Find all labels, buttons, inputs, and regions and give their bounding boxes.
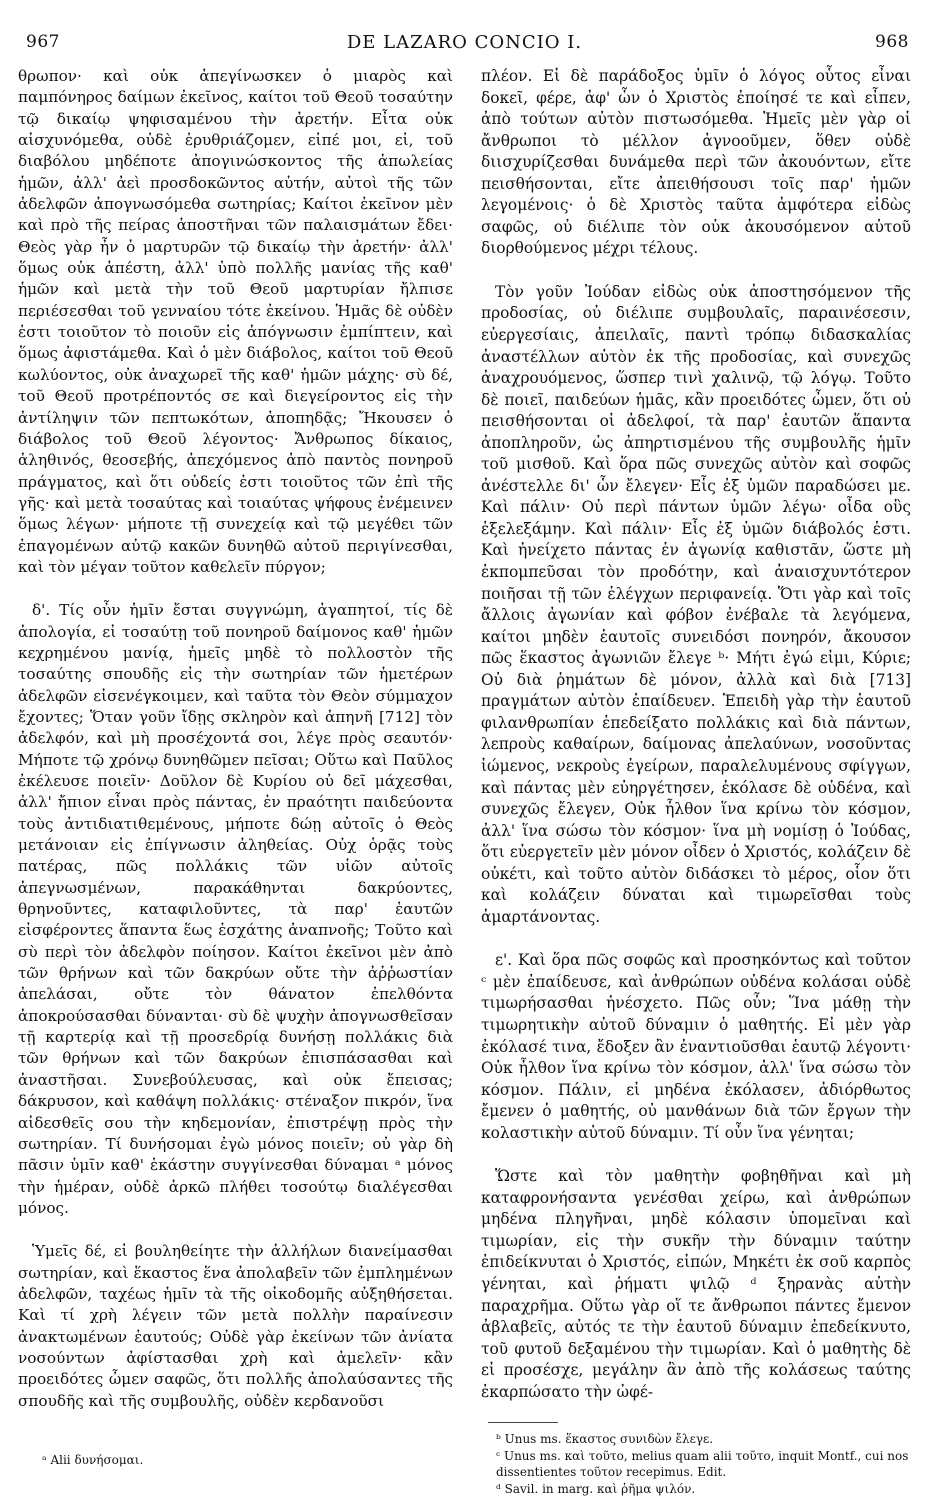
right-paragraph-1: πλέον. Εἰ δὲ παράδοξος ὑμῖν ὁ λόγος οὗτος εἶναι δοκεῖ, φέρε, ἀφ' ὧν ὁ Χριστὸς ἐποίησέ τε καὶ εἶπεν, ἀπὸ τούτων αὐτὸν πιστωσόμεθα. Ἡμεῖς μὲν γὰρ οἱ ἄνθρωποι τὸ μέλλον ἀγνοοῦμεν, ὅθεν οὐδὲ διισχυρίζεσθαι δυνάμεθα περὶ τῶν ἀκουόντων, εἴτε πεισθήσονται, εἴτε ἀπειθήσουσι τοῖς παρ' ἡμῶν λεγομένοις· ὁ δὲ Χριστὸς ταῦτα ἀμφότερα εἰδὼς σαφῶς, οὐ διέλιπε τὸν οὐκ ἀκουσόμενον αὐτοῦ διορθούμενος μέχρι τέλους. (481, 67, 911, 258)
left-paragraph-3: Ὑμεῖς δέ, εἰ βουληθείητε τὴν ἀλλήλων διανείμασθαι σωτηρίαν, καὶ ἕκαστος ἕνα ἀπολαβεῖν τῶν ἐμπλημένων ἀδελφῶν, ταχέως ἡμῖν τὰ τῆς οἰκοδομῆς αὐξηθήσεται. Καὶ τί χρὴ λέγειν τῶν μετὰ πολλὴν παραίνεσιν ἀνακτωμένων ἑαυτούς; Οὐδὲ γὰρ ἐκείνων τῶν ἀνίατα νοσούντων ἀφίστασθαι χρὴ καὶ ἀμελεῖν· κἂν προειδότες ὦμεν σαφῶς, ὅτι πολλῆς ἀπολαύσαντες τῆς σπουδῆς καὶ τῆς συμβουλῆς, οὐδὲν κερδανοῦσι (18, 1242, 453, 1410)
footnote-c: ᶜ Unus ms. καὶ τοῦτο, melius quam alii τοῦτο, inquit Montf., cui nos dissentientes τοῦτον recepimus. Edit. (496, 1448, 909, 1479)
left-paragraph-1: θρωπον· καὶ οὐκ ἀπεγίνωσκεν ὁ μιαρὸς καὶ παμπόνηρος δαίμων ἐκεῖνος, καίτοι τοῦ Θεοῦ τοσαύτην τῷ δικαίῳ ψηφισαμένου τὴν ἀρετήν. Εἶτα οὐκ αἰσχυνόμεθα, οὐδὲ ἐρυθριάζομεν, εἰπέ μοι, εἰ, τοῦ διαβόλου μηδέποτε ἀπογινώσκοντος τῆς ἀπωλείας ἡμῶν, ἀλλ' ἀεὶ προσδοκῶντος αὐτήν, αὐτοὶ τῆς τῶν ἀδελφῶν ἀπογνωσόμεθα σωτηρίας; Καίτοι ἐκεῖνον μὲν καὶ πρὸ τῆς πείρας ἀποστῆναι τῶν παλαισμάτων ἔδει· Θεὸς γὰρ ἦν ὁ μαρτυρῶν τῷ δικαίῳ τὴν ἀρετήν· ἀλλ' ὅμως οὐκ ἀπέστη, ἀλλ' ὑπὸ πολλῆς μανίας τῆς καθ' ἡμῶν καὶ μετὰ τὴν τοῦ Θεοῦ μαρτυρίαν ἤλπισε περιέσεσθαι τοῦ γενναίου τότε ἐκείνου. Ἡμᾶς δὲ οὐδὲν ἐστι τοιοῦτον τὸ ποιοῦν εἰς ἀπόγνωσιν ἐμπίπτειν, καὶ ὅμως ἀφιστάμεθα. Καὶ ὁ μὲν διάβολος, καίτοι τοῦ Θεοῦ κωλύοντος, οὐκ ἀναχωρεῖ τῆς καθ' ἡμῶν μάχης· σὺ δέ, τοῦ Θεοῦ προτρέποντός σε καὶ διεγείροντος εἰς τὴν ἀντίληψιν τῶν πεπτωκότων, ἀποπηδᾷς; Ἤκουσεν ὁ διάβολος τοῦ Θεοῦ λέγοντος· Ἄνθρωπος δίκαιος, ἀληθινός, θεοσεβής, ἀπεχόμενος ἀπὸ παντὸς πονηροῦ πράγματος, καὶ ὅτι οὐδείς ἐστι τοιοῦτος τῶν ἐπὶ τῆς γῆς· καὶ μετὰ τοσαύτας καὶ τοιαύτας ψήφους ἐνέμεινεν ὅμως λέγων· μήποτε τῇ συνεχείᾳ καὶ τῷ μεγέθει τῶν ἐπαγομένων αὐτῷ κακῶν δυνηθῶ αὐτοῦ περιγίνεσθαι, καὶ τὸν μέγαν τοῦτον καθελεῖν πύργον; (18, 67, 453, 576)
right-column (481, 66, 911, 1403)
right-paragraph-4: Ὥστε καὶ τὸν μαθητὴν φοβηθῆναι καὶ μὴ καταφρονήσαντα γενέσθαι χείρω, καὶ ἀνθρώπων μηδένα πληγῆναι, μηδὲ κόλασιν ὑπομεῖναι καὶ τιμωρίαν, εἰς τὴν συκῆν τὴν δύναμιν ταύτην ἐπιδείκνυται ὁ Χριστός, εἰπών, Μηκέτι ἐκ σοῦ καρπὸς γένηται, καὶ ῥήματι ψιλῷ ᵈ ξηρανὰς αὐτὴν παραχρῆμα. Οὕτω γὰρ οἵ τε ἄνθρωποι πάντες ἔμενον ἀβλαβεῖς, αὐτός τε τὴν ἑαυτοῦ δύναμιν ἐπεδείκνυτο, τοῦ φυτοῦ δεξαμένου τὴν τιμωρίαν. Καὶ ὁ μαθητὴς δὲ εἰ προσέσχε, μεγάλην ἂν ἀπὸ τῆς κολάσεως ταύτης ἐκαρπώσατο τὴν ὠφέ- (481, 1167, 911, 1401)
footnote-b: ᵇ Unus ms. ἕκαστος συνιδὼν ἔλεγε. (496, 1432, 714, 1446)
right-paragraph-3: ε'. Καὶ ὅρα πῶς σοφῶς καὶ προσηκόντως καὶ τοῦτον ᶜ μὲν ἐπαίδευσε, καὶ ἀνθρώπων οὐδένα κολάσαι οὐδὲ τιμωρήσασθαι ἠνέσχετο. Πῶς οὖν; Ἵνα μάθῃ τὴν τιμωρητικὴν αὐτοῦ δύναμιν ὁ μαθητής. Εἰ μὲν γὰρ ἐκόλασέ τινα, ἔδοξεν ἂν ἐναντιοῦσθαι ἑαυτῷ λέγοντι· Οὐκ ἦλθον ἵνα κρίνω τὸν κόσμον, ἀλλ' ἵνα σώσω τὸν κόσμον. Πάλιν, εἰ μηδένα ἐκόλασεν, ἀδιόρθωτος ἔμενεν ὁ μαθητής, οὐ μανθάνων διὰ τῶν ἔργων τὴν κολαστικὴν αὐτοῦ δύναμιν. Τί οὖν ἵνα γένηται; (481, 951, 911, 1142)
left-column (18, 66, 453, 1412)
running-title: DE LAZARO CONCIO I. (346, 32, 583, 53)
page-number-left: 967 (26, 32, 60, 52)
page-header (0, 0, 929, 60)
footnotes-right (496, 1431, 916, 1497)
footnote-divider (488, 1422, 558, 1423)
footnote-a: ᵃ Alii δυνήσομαι. (42, 1453, 144, 1467)
footnote-d: ᵈ Savil. in marg. καὶ ῥῆμα ψιλόν. (496, 1481, 696, 1496)
left-paragraph-2: δ'. Τίς οὖν ἡμῖν ἔσται συγγνώμη, ἀγαπητοί, τίς δὲ ἀπολογία, εἰ τοσαύτῃ τοῦ πονηροῦ δαίμονος καθ' ἡμῶν κεχρημένου μανίᾳ, ἡμεῖς μηδὲ τὸ πολλοστὸν τῆς τοσαύτης σπουδῆς εἰς τὴν σωτηρίαν τῶν ἡμετέρων ἀδελφῶν εἰσενέγκοιμεν, καὶ ταῦτα τὸν Θεὸν σύμμαχον ἔχοντες; Ὅταν γοῦν ἴδῃς σκληρὸν καὶ ἀπηνῆ [712] τὸν ἀδελφόν, καὶ μὴ προσέχοντά σοι, λέγε πρὸς σεαυτόν· Μήποτε τῷ χρόνῳ δυνηθῶμεν πεῖσαι; Οὕτω καὶ Παῦλος ἐκέλευσε ποιεῖν· Δοῦλον δὲ Κυρίου οὐ δεῖ μάχεσθαι, ἀλλ' ἤπιον εἶναι πρὸς πάντας, ἐν πραότητι παιδεύοντα τοὺς ἀντιδιατιθεμένους, μήποτε δώῃ αὐτοῖς ὁ Θεὸς μετάνοιαν εἰς ἐπίγνωσιν ἀληθείας. Οὐχ ὁρᾷς τοὺς πατέρας, πῶς πολλάκις τῶν υἱῶν αὐτοῖς ἀπεγνωσμένων, παρακάθηνται δακρύοντες, θρηνοῦντες, καταφιλοῦντες, τὰ παρ' ἑαυτῶν εἰσφέροντες ἅπαντα ἕως ἐσχάτης ἀναπνοῆς; Τοῦτο καὶ σὺ περὶ τὸν ἀδελφὸν ποίησον. Καίτοι ἐκεῖνοι μὲν ἀπὸ τῶν θρήνων καὶ τῶν δακρύων οὔτε τὴν ἀῤῥωστίαν ἀπελάσαι, οὔτε τὸν θάνατον ἐπελθόντα ἀποκρούσασθαι δύνανται· σὺ δὲ ψυχὴν ἀπογνωσθεῖσαν τῇ καρτερίᾳ καὶ τῇ προσεδρίᾳ δυνήσῃ πολλάκις διὰ τῶν θρήνων καὶ τῶν δακρύων ἐπισπάσασθαι καὶ ἀναστῆσαι. Συνεβούλευσας, καὶ οὐκ ἔπεισας; δάκρυσον, καὶ καθάψη πολλάκις· στέναξον πικρόν, ἵνα αἰδεσθεῖς σου τὴν κηδεμονίαν, ἐπιστρέψῃ πρὸς τὴν σωτηρίαν. Τί δυνήσομαι ἐγὼ μόνος ποιεῖν; οὐ γὰρ δὴ πᾶσιν ὑμῖν καθ' ἑκάστην συγγίνεσθαι δύναμαι ᵃ μόνος τὴν ἡμέραν, οὐδὲ ἀρκῶ πλήθει τοσούτῳ διαλέγεσθαι μόνος. (18, 601, 453, 1217)
page-number-right: 968 (875, 32, 909, 52)
right-paragraph-2: Τὸν γοῦν Ἰούδαν εἰδὼς οὐκ ἀποστησόμενον τῆς προδοσίας, οὐ διέλιπε συμβουλαῖς, παραινέσεσιν, εὐεργεσίαις, ἀπειλαῖς, παντὶ τρόπῳ διδασκαλίας ἀναστέλλων αὐτὸν ἐκ τῆς προδοσίας, καὶ συνεχῶς ἀναχρουόμενος, ὥσπερ τινὶ χαλινῷ, τῷ λόγῳ. Τοῦτο δὲ ποιεῖ, παιδεύων ἡμᾶς, κἂν προειδότες ὦμεν, ὅτι οὐ πεισθήσονται οἱ ἀδελφοί, τὰ παρ' ἑαυτῶν ἅπαντα ἀποπληροῦν, ὡς ἀπηρτισμένου τῆς συμβουλῆς ἡμῖν τοῦ μισθοῦ. Καὶ ὅρα πῶς συνεχῶς αὐτὸν καὶ σοφῶς ἀνέστελλε δι' ὧν ἔλεγεν· Εἷς ἐξ ὑμῶν παραδώσει με. Καὶ πάλιν· Οὐ περὶ πάντων ὑμῶν λέγω· οἶδα οὓς ἐξελεξάμην. Καὶ πάλιν· Εἷς ἐξ ὑμῶν διάβολός ἐστι. Καὶ ἠνείχετο πάντας ἐν ἀγωνίᾳ καθιστᾶν, ὥστε μὴ ἐκπομπεῦσαι τὸν προδότην, καὶ ἀναισχυντότερον ποιῆσαι τῇ τῶν ἐλέγχων περιφανείᾳ. Ὅτι γὰρ καὶ τοῖς ἄλλοις ἀγωνίαν καὶ φόβον ἐνέβαλε τὰ λεγόμενα, καίτοι μηδὲν ἑαυτοῖς συνειδόσι πονηρόν, ἄκουσον πῶς ἕκαστος ἀγωνιῶν ἔλεγε ᵇ· Μήτι ἐγώ εἰμι, Κύριε; Οὐ διὰ ῥημάτων δὲ μόνον, ἀλλὰ καὶ διὰ [713] πραγμάτων αὐτὸν ἐπαίδευεν. Ἐπειδὴ γὰρ τὴν ἑαυτοῦ φιλανθρωπίαν ἐπεδείξατο πολλάκις καὶ διὰ πάντων, λεπροὺς καθαίρων, δαίμονας ἀπελαύνων, νοσοῦντας ἰώμενος, νεκροὺς ἐγείρων, παραλελυμένους σφίγγων, καὶ πάντας μὲν εὐηργέτησεν, ἐκόλασε δὲ οὐδένα, καὶ συνεχῶς ἔλεγεν, Οὐκ ἦλθον ἵνα κρίνω τὸν κόσμον, ἀλλ' ἵνα σώσω τὸν κόσμον· ἵνα μὴ νομίσῃ ὁ Ἰούδας, ὅτι εὐεργετεῖν μὲν μόνον οἶδεν ὁ Χριστός, κολάζειν δὲ οὐκέτι, καὶ τοῦτο αὐτὸν διδάσκει τὸ μέρος, οἷον ὅτι καὶ κολάζειν δύναται καὶ τιμωρεῖσθαι τοὺς ἁμαρτάνοντας. (481, 282, 911, 926)
